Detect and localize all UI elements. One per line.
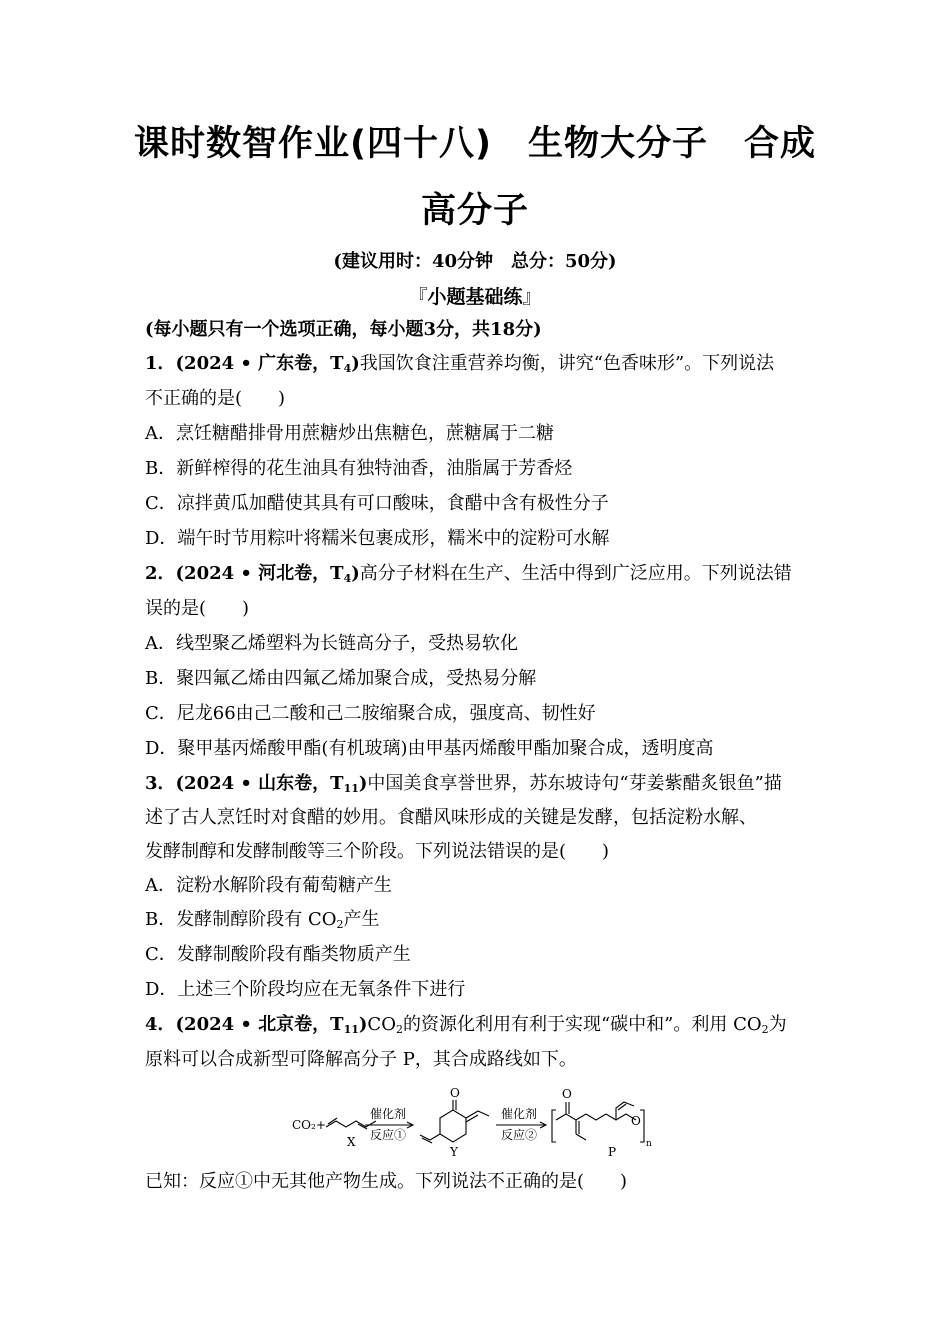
p-label: P <box>608 1145 617 1159</box>
section-heading: 『小题基础练』 <box>408 286 542 308</box>
question-1-stem-cont: 不正确的是( ) <box>145 388 286 409</box>
question-2-option-b: B．聚四氟乙烯由四氟乙烯加聚合成，受热易分解 <box>145 668 537 689</box>
reactant-x-structure <box>326 1121 376 1127</box>
reaction-1-top-label: 催化剂 <box>370 1107 407 1121</box>
question-1-option-b: B．新鲜榨得的花生油具有独特油香，油脂属于芳香烃 <box>145 458 573 479</box>
polymer-left-bracket <box>552 1110 556 1142</box>
reaction-2-bottom-label: 反应② <box>501 1128 538 1142</box>
question-1-option-d: D．端午时节用粽叶将糯米包裹成形，糯米中的淀粉可水解 <box>145 528 610 549</box>
question-1-option-c: C．凉拌黄瓜加醋使其具有可口酸味，食醋中含有极性分子 <box>145 493 609 514</box>
question-2-option-c: C．尼龙66由己二酸和己二胺缩聚合成，强度高、韧性好 <box>145 703 596 724</box>
co2-label: CO₂+ <box>292 1118 326 1132</box>
question-4-known-condition: 已知：反应①中无其他产物生成。下列说法不正确的是( ) <box>145 1171 628 1192</box>
polymer-n-subscript: n <box>646 1139 652 1149</box>
question-3-stem-cont-2: 发酵制醇和发酵制酸等三个阶段。下列说法错误的是( ) <box>145 841 610 862</box>
time-score-info: (建议用时：40分钟 总分：50分) <box>333 251 617 272</box>
y-label: Y <box>450 1145 458 1159</box>
page-title-line-2: 高分子 <box>420 191 529 231</box>
question-3-option-a: A．淀粉水解阶段有葡萄糖产生 <box>145 875 392 896</box>
question-1-stem: 1．(2024 • 广东卷，$T_4$)我国饮食注重营养均衡，讲究“色香味形”。下列说法 <box>145 353 775 375</box>
x-label: X <box>347 1135 356 1149</box>
p-ether-oxygen: O <box>631 1114 641 1128</box>
question-3-option-b: B．发酵制醇阶段有 $CO_2$产生 <box>145 909 380 931</box>
reaction-2-top-label: 催化剂 <box>501 1107 538 1121</box>
question-2-stem: 2．(2024 • 河北卷，$T_4$)高分子材料在生产、生活中得到广泛应用。下列说法错 <box>145 563 792 585</box>
product-p-structure <box>556 1114 636 1120</box>
question-3-stem-cont-1: 述了古人烹饪时对食醋的妙用。食醋风味形成的关键是发酵，包括淀粉水解、 <box>145 807 757 828</box>
product-y-structure <box>440 1110 466 1142</box>
p-carbonyl-oxygen: O <box>562 1087 572 1101</box>
question-2-option-a: A．线型聚乙烯塑料为长链高分子，受热易软化 <box>145 633 518 654</box>
question-4-stem-cont: 原料可以合成新型可降解高分子 P，其合成路线如下。 <box>145 1049 577 1070</box>
synthesis-route-diagram <box>290 1080 670 1160</box>
instructions: (每小题只有一个选项正确，每小题3分，共18分) <box>145 319 542 340</box>
question-3-option-c: C．发酵制酸阶段有酯类物质产生 <box>145 944 411 965</box>
question-1-option-a: A．烹饪糖醋排骨用蔗糖炒出焦糖色，蔗糖属于二糖 <box>145 423 554 444</box>
question-3-stem: 3．(2024 • 山东卷，$T_{11}$)中国美食享誉世界，苏东坡诗句“芽姜紫醋炙银鱼”描 <box>145 773 782 795</box>
question-4-stem: 4．(2024 • 北京卷，$T_{11})CO_2$的资源化利用有利于实现“碳中和”。利用 $CO_2$为 <box>145 1014 787 1036</box>
reaction-1-bottom-label: 反应① <box>370 1128 407 1142</box>
y-ring-oxygen: O <box>450 1086 460 1100</box>
question-2-stem-cont: 误的是( ) <box>145 598 250 619</box>
question-3-option-d: D．上述三个阶段均应在无氧条件下进行 <box>145 979 466 1000</box>
page-title-line-1: 课时数智作业(四十八) 生物大分子 合成 <box>134 124 816 164</box>
question-2-option-d: D．聚甲基丙烯酸甲酯(有机玻璃)由甲基丙烯酸甲酯加聚合成，透明度高 <box>145 738 714 759</box>
